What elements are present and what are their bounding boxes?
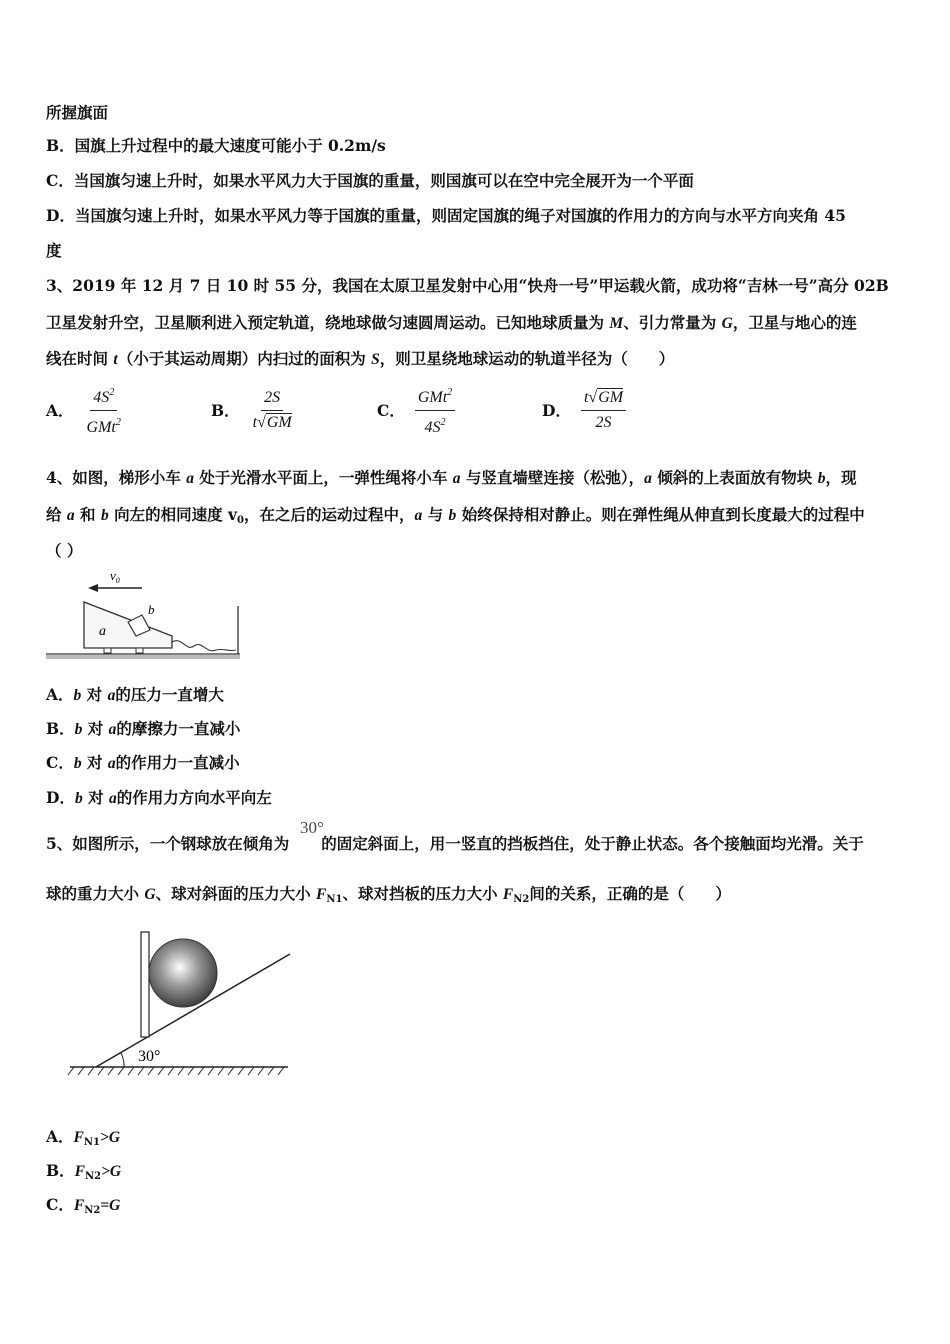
block-label: b bbox=[148, 602, 155, 617]
q5-line2: 球的重力大小 G、球对斜面的压力大小 $F_{N1}$、球对挡板的压力大小 $F_{N2}$间的关系，正确的是（ ） bbox=[46, 884, 731, 905]
wheel-left bbox=[104, 648, 111, 653]
wheel-right bbox=[136, 648, 143, 653]
q5-option-b: B．$F_{N2}>G$ bbox=[46, 1161, 122, 1182]
velocity-label: $v_0$ bbox=[110, 568, 120, 585]
elastic-rope bbox=[172, 641, 236, 651]
q5-option-a: A．$F_{N1}>G$ bbox=[46, 1127, 121, 1148]
q4-option-d: D．b 对 a的作用力方向水平向左 bbox=[46, 788, 272, 807]
fraction: $\frac{2S}{t√GM}$ bbox=[252, 388, 292, 431]
prev-option-d: D．当国旗匀速上升时，如果水平风力等于国旗的重量，则固定国旗的绳子对国旗的作用力的方向与水平方向夹角 45 bbox=[46, 206, 846, 225]
fraction: $\frac{4S^2}{GMt^2}$ bbox=[84, 383, 124, 438]
fraction: $\frac{t√GM}{2S}$ bbox=[581, 388, 626, 433]
q3-line1: 3、2019 年 12 月 7 日 10 时 55 分，我国在太原卫星发射中心用“快舟一号”甲运载火箭，成功将“吉林一号”高分 02B bbox=[46, 276, 889, 295]
prev-line-cont: 所握旗面 bbox=[46, 103, 109, 122]
q5-option-c: C．$F_{N2}=G$ bbox=[46, 1195, 121, 1216]
steel-ball bbox=[149, 939, 217, 1007]
ground-hatch bbox=[68, 1067, 284, 1075]
q5-angle-inline: 30° bbox=[300, 818, 324, 837]
q3-option-b: B． $\frac{2S}{t√GM}$ bbox=[211, 385, 295, 435]
ball-incline-figure bbox=[66, 925, 296, 1085]
q3-option-c: C． $\frac{GMt^2}{4S^2}$ bbox=[377, 385, 455, 435]
q4-option-b: B．b 对 a的摩擦力一直减小 bbox=[46, 719, 241, 738]
velocity-arrowhead bbox=[88, 584, 98, 592]
q3-option-a: A． $\frac{4S^2}{GMt^2}$ bbox=[46, 385, 124, 435]
q3-line3: 线在时间 t（小于其运动周期）内扫过的面积为 S，则卫星绕地球运动的轨道半径为（ ） bbox=[46, 349, 675, 368]
prev-option-b: B．国旗上升过程中的最大速度可能小于 0.2m/s bbox=[46, 136, 386, 155]
q3-option-d: D． $\frac{t√GM}{2S}$ bbox=[542, 385, 626, 435]
prev-option-d-cont: 度 bbox=[46, 241, 62, 260]
q4-line1: 4、如图，梯形小车 a 处于光滑水平面上，一弹性绳将小车 a 与竖直墙壁连接（松弛），a 倾斜的上表面放有物块 b，现 bbox=[46, 468, 857, 487]
cart-label: a bbox=[99, 624, 106, 639]
prev-option-c: C．当国旗匀速上升时，如果水平风力大于国旗的重量，则国旗可以在空中完全展开为一个平面 bbox=[46, 171, 694, 190]
q4-option-c: C．b 对 a的作用力一直减小 bbox=[46, 753, 240, 772]
vertical-baffle bbox=[141, 932, 149, 1037]
cart-figure bbox=[44, 566, 244, 666]
q4-option-a: A．b 对 a的压力一直增大 bbox=[46, 685, 224, 704]
cart-body bbox=[84, 602, 172, 648]
floor-hatch bbox=[46, 655, 240, 659]
angle-label: 30° bbox=[138, 1048, 161, 1065]
q4-line3: （ ） bbox=[46, 541, 83, 560]
q4-line2: 给 a 和 b 向左的相同速度 $v_0$，在之后的运动过程中，a 与 b 始终保持相对静止。则在弹性绳从伸直到长度最大的过程中 bbox=[46, 505, 865, 526]
angle-arc bbox=[121, 1053, 124, 1067]
fraction: $\frac{GMt^2}{4S^2}$ bbox=[415, 383, 455, 438]
q5-line1: 5、如图所示，一个钢球放在倾角为 的固定斜面上，用一竖直的挡板挡住，处于静止状态。各个接触面均光滑。关于 bbox=[46, 834, 864, 853]
q3-line2: 卫星发射升空，卫星顺利进入预定轨道，绕地球做匀速圆周运动。已知地球质量为 M、引力常量为 G，卫星与地心的连 bbox=[46, 313, 857, 332]
